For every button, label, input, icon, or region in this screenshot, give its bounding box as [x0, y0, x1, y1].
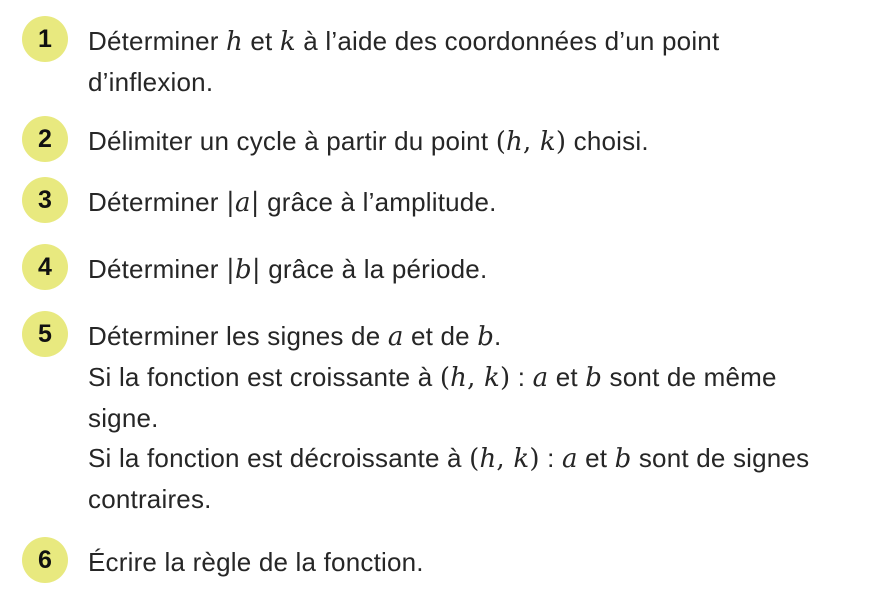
step-number: 4 — [38, 252, 52, 281]
math-variable: a — [387, 322, 404, 352]
step-number-badge — [22, 537, 68, 583]
math-variable: h — [226, 27, 243, 57]
list-item — [22, 21, 859, 102]
math-variable: b — [614, 444, 632, 474]
text-segment: : — [539, 443, 562, 473]
text-segment: signe. — [88, 403, 159, 433]
step-text-line — [88, 249, 487, 290]
text-segment: et — [242, 26, 280, 56]
text-segment: Délimiter un cycle à partir du point — [88, 126, 496, 156]
step-number: 2 — [38, 124, 52, 153]
math-delimiter: | — [250, 188, 260, 218]
step-text-line — [88, 479, 809, 519]
step-text — [88, 249, 487, 290]
step-number-badge — [22, 244, 68, 290]
step-number: 6 — [38, 545, 52, 574]
math-delimiter: | — [226, 255, 235, 285]
step-text — [88, 121, 649, 162]
step-text — [88, 21, 719, 102]
math-variable: h — [450, 363, 468, 393]
math-variable: h — [506, 127, 523, 157]
text-segment: et — [548, 362, 586, 392]
step-text-line — [88, 121, 649, 162]
math-delimiter: , — [496, 444, 514, 474]
list-item — [22, 249, 859, 290]
math-variable: b — [234, 255, 252, 285]
math-delimiter: | — [226, 188, 235, 218]
step-text — [88, 542, 424, 582]
text-segment: Écrire la règle de la fonction. — [88, 547, 424, 577]
text-segment: Si la fonction est croissante à — [88, 362, 440, 392]
step-number-badge — [22, 116, 68, 162]
text-segment: Déterminer les signes de — [88, 321, 388, 351]
math-delimiter: , — [522, 127, 540, 157]
step-text-line — [88, 182, 497, 223]
text-segment: à l’aide des coordonnées d’un point — [295, 26, 720, 56]
math-delimiter: ( — [495, 127, 507, 157]
text-segment: sont de même — [602, 362, 777, 392]
step-number-badge — [22, 177, 68, 223]
math-delimiter: ( — [439, 363, 451, 393]
list-item — [22, 182, 859, 223]
text-segment: contraires. — [88, 484, 212, 514]
text-segment: Déterminer — [88, 254, 227, 284]
step-number: 5 — [38, 319, 52, 348]
step-number: 1 — [38, 24, 52, 53]
step-number-badge — [22, 311, 68, 357]
math-variable: k — [513, 444, 530, 474]
math-variable: b — [477, 322, 495, 352]
math-delimiter: ) — [529, 444, 540, 474]
step-number: 3 — [38, 185, 52, 214]
text-segment: choisi. — [566, 126, 649, 156]
step-text-line — [88, 62, 719, 102]
text-segment: et — [577, 443, 615, 473]
math-variable: h — [479, 444, 497, 474]
text-segment: sont de signes — [631, 443, 810, 473]
math-variable: a — [234, 188, 251, 218]
math-variable: a — [532, 363, 549, 393]
step-text-line — [88, 21, 719, 62]
list-item — [22, 121, 859, 162]
math-delimiter: | — [251, 255, 261, 285]
text-segment: grâce à l’amplitude. — [259, 187, 497, 217]
text-segment: grâce à la période. — [260, 254, 488, 284]
math-variable: k — [539, 127, 556, 157]
math-delimiter: , — [467, 363, 485, 393]
text-segment: Déterminer — [88, 187, 227, 217]
step-text-line — [88, 542, 424, 582]
math-delimiter: ) — [555, 127, 567, 157]
step-text — [88, 182, 497, 223]
step-text-line — [88, 398, 809, 438]
math-variable: a — [561, 444, 578, 474]
text-segment: . — [494, 321, 502, 351]
text-segment: Si la fonction est décroissante à — [88, 443, 470, 473]
text-segment: Déterminer — [88, 26, 227, 56]
math-variable: k — [279, 27, 296, 57]
step-text-line — [88, 316, 809, 357]
text-segment: : — [510, 362, 533, 392]
text-segment: et de — [403, 321, 478, 351]
math-variable: b — [585, 363, 603, 393]
list-item — [22, 542, 859, 583]
text-segment: d’inflexion. — [88, 67, 214, 97]
list-item — [22, 316, 859, 519]
step-text-line — [88, 438, 809, 479]
step-text-line — [88, 357, 809, 398]
step-text — [88, 316, 809, 519]
math-variable: k — [484, 363, 501, 393]
math-delimiter: ) — [500, 363, 511, 393]
step-number-badge — [22, 16, 68, 62]
math-delimiter: ( — [469, 444, 480, 474]
